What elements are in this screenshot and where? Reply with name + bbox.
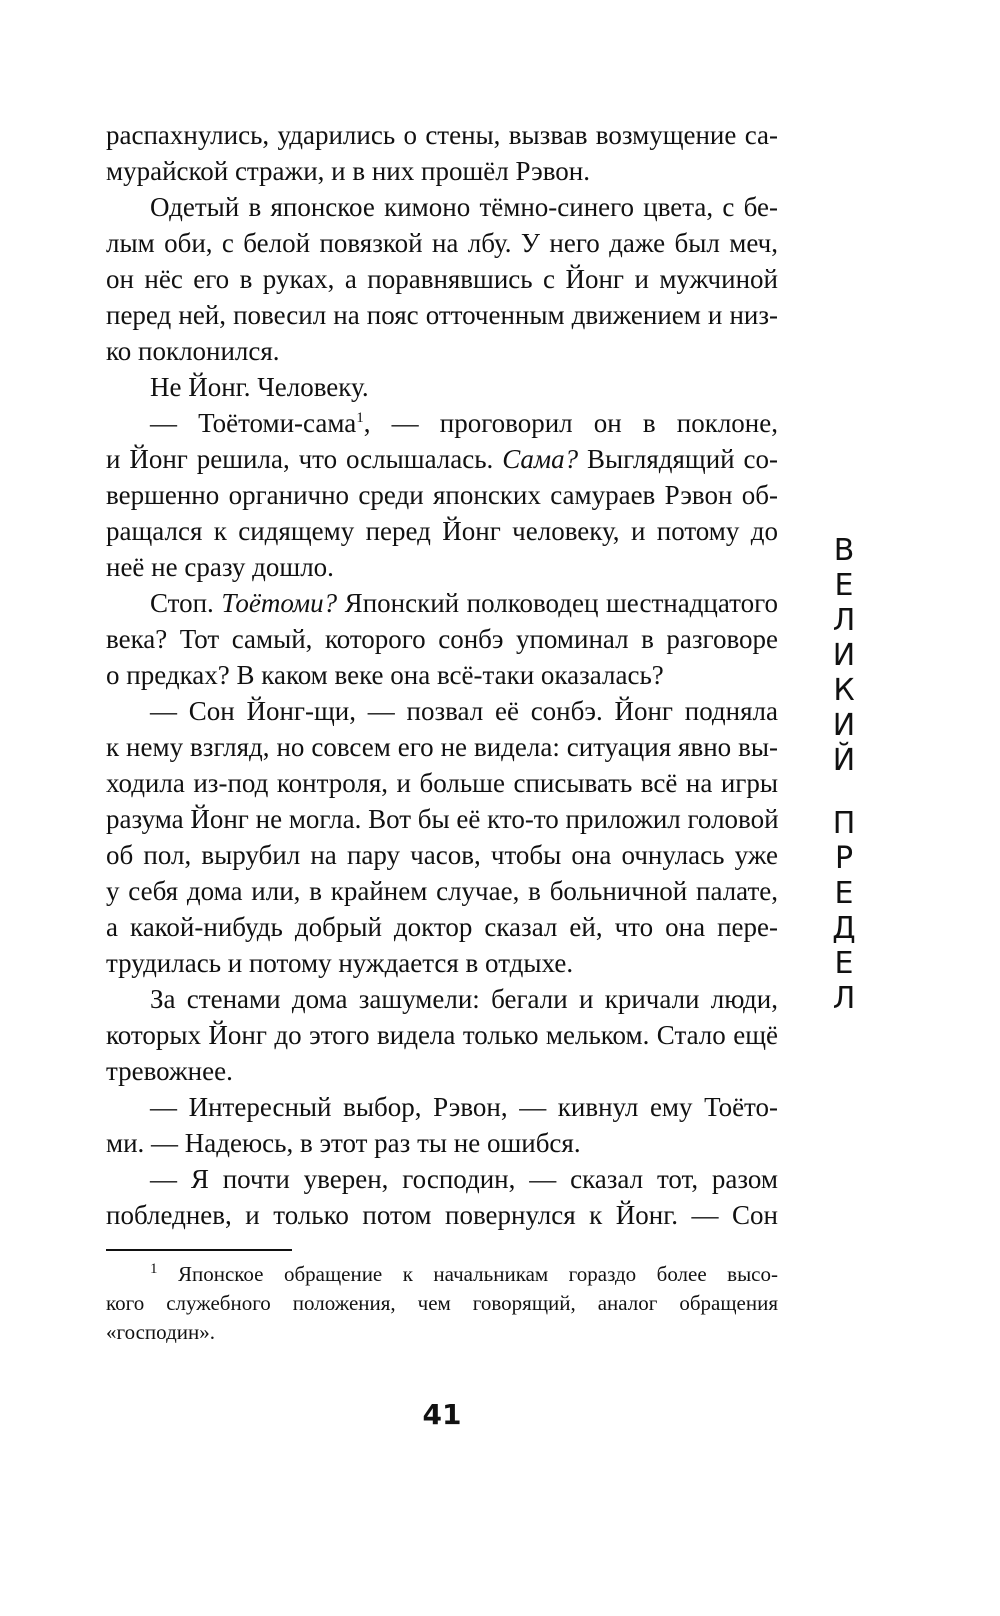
text-line: Одетый в японское кимоно тёмно-синего цвета, с бе- — [150, 192, 778, 222]
footnote-line: «господин». — [106, 1320, 215, 1344]
footnote-line: кого служебного положения, чем говорящий, аналог обращения — [106, 1291, 778, 1315]
footnote-text: Японское обращение к начальникам гораздо более высо- — [177, 1262, 778, 1286]
dialogue-fragment: — Тоётоми-сама — [150, 408, 357, 438]
text-line: — Я почти уверен, господин, — сказал тот, разом — [150, 1164, 778, 1194]
main-text — [106, 117, 778, 1233]
title-letter: Й — [832, 743, 856, 778]
text-fragment: и Йонг решила, что ослышалась. — [106, 444, 494, 474]
title-letter: К — [833, 673, 855, 708]
text-line: он нёс его в руках, а поравнявшись с Йонг и мужчиной — [106, 264, 778, 294]
title-letter: В — [833, 533, 855, 568]
text-fragment: Выглядящий со- — [578, 444, 778, 474]
italic-word: Тоётоми? — [221, 588, 338, 618]
text-line: тревожнее. — [106, 1056, 233, 1086]
text-line: мурайской стражи, и в них прошёл Рэвон. — [106, 156, 590, 186]
text-line: ко поклонился. — [106, 336, 280, 366]
text-line: которых Йонг до этого видела только мельком. Стало ещё — [106, 1020, 778, 1050]
text-line: вершенно органично среди японских самураев Рэвон об- — [106, 480, 778, 510]
text-line: Не Йонг. Человеку. — [150, 372, 369, 402]
text-line: За стенами дома зашумели: бегали и кричали люди, — [150, 984, 778, 1014]
text-line: века? Тот самый, которого сонбэ упоминал в разговоре — [106, 624, 778, 654]
title-letter: Р — [834, 841, 854, 876]
text-line: ращался к сидящему перед Йонг человеку, и потому до — [106, 516, 778, 546]
text-line: разума Йонг не могла. Вот бы её кто-то приложил головой — [106, 804, 779, 834]
title-letter: Е — [834, 946, 854, 981]
title-letter: Е — [834, 568, 854, 603]
text-line: неё не сразу дошло. — [106, 552, 334, 582]
text-line: ми. — Надеюсь, в этот раз ты не ошибся. — [106, 1128, 581, 1158]
text-line: лым оби, с белой повязкой на лбу. У него даже был меч, — [106, 228, 778, 258]
text-fragment: Стоп. — [150, 588, 214, 618]
text-line: побледнев, и только потом повернулся к Йонг. — Сон — [106, 1200, 778, 1230]
text-line: — Сон Йонг-щи, — позвал её сонбэ. Йонг подняла — [150, 696, 778, 726]
title-word-gap — [824, 778, 864, 806]
footnote — [106, 1260, 778, 1347]
title-letter: И — [832, 638, 856, 673]
text-line: у себя дома или, в крайнем случае, в больничной палате, — [106, 876, 778, 906]
text-line: трудилась и потому нуждается в отдыхе. — [106, 948, 574, 978]
text-line: распахнулись, ударились о стены, вызвав возмущение са- — [106, 120, 778, 150]
footnote-ref: 1 — [356, 410, 364, 426]
text-line — [106, 441, 778, 477]
dialogue-fragment: , — проговорил он в поклоне, — [363, 408, 778, 438]
footnote-divider — [106, 1249, 292, 1251]
title-letter: П — [832, 806, 856, 841]
text-line: ходила из-под контроля, и больше списывать всё на игры — [106, 768, 778, 798]
title-letter: И — [832, 708, 856, 743]
italic-word: Сама? — [502, 444, 579, 474]
text-fragment: Японский полководец шестнадцатого — [337, 588, 778, 618]
text-line — [106, 405, 778, 441]
title-letter: Л — [832, 981, 856, 1016]
title-letter: Д — [832, 911, 856, 946]
text-line: — Интересный выбор, Рэвон, — кивнул ему Тоёто- — [150, 1092, 778, 1122]
footnote-line — [106, 1260, 778, 1289]
title-letter: Л — [832, 603, 856, 638]
running-title — [824, 533, 864, 1016]
text-line: а какой-нибудь добрый доктор сказал ей, что она пере- — [106, 912, 778, 942]
text-line: об пол, вырубил на пару часов, чтобы она очнулась уже — [106, 840, 778, 870]
title-letter: Е — [834, 876, 854, 911]
text-line: к нему взгляд, но совсем его не видела: ситуация явно вы- — [106, 732, 778, 762]
text-line: перед ней, повесил на пояс отточенным движением и низ- — [106, 300, 778, 330]
text-line: о предках? В каком веке она всё-таки оказалась? — [106, 660, 664, 690]
page-number: 41 — [422, 1398, 462, 1431]
footnote-marker: 1 — [150, 1261, 158, 1277]
text-line — [106, 585, 778, 621]
